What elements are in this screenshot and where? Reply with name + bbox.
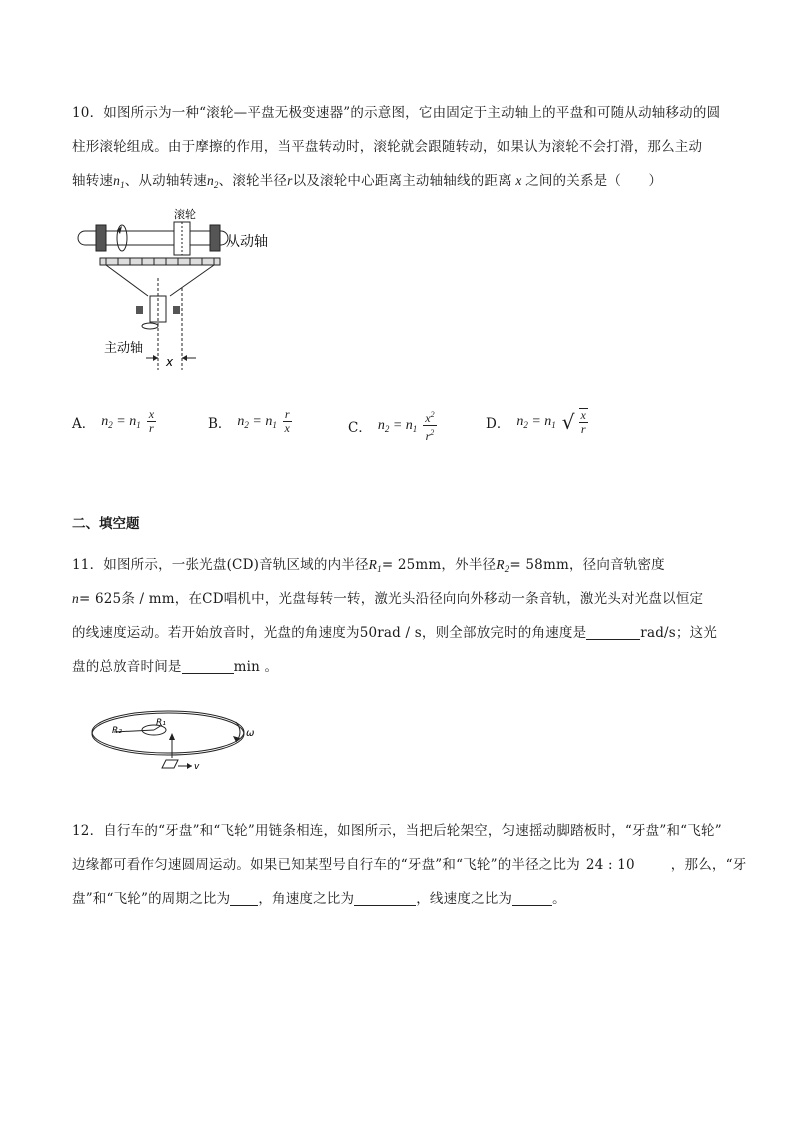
frac-a: $\frac{x}{r}$ <box>148 407 155 435</box>
q10-text: 、滚轮半径 <box>218 173 288 189</box>
q10-line-3 <box>72 172 662 194</box>
q11-cd-figure <box>86 700 266 780</box>
answer-blank-period-ratio[interactable] <box>230 891 258 906</box>
q11-value: = 25mm <box>381 557 442 573</box>
var-n: n <box>72 591 79 606</box>
q11-text: 盘的总放音时间是 <box>72 659 182 675</box>
frac-d: $\frac{x}{r}$ <box>580 408 586 436</box>
q11-line-3 <box>72 624 717 642</box>
fig-label-R1: R₁ <box>156 718 166 728</box>
fig-label-v: v <box>194 762 200 772</box>
option-d[interactable] <box>486 408 588 436</box>
q12-line-1: 12．自行车的“牙盘”和“飞轮”用链条相连，如图所示，当把后轮架空，匀速摇动脚踏板时，“牙盘”和“飞轮” <box>72 823 722 839</box>
q11-text: min 。 <box>233 659 279 675</box>
option-label-d: D． <box>486 416 511 432</box>
answer-blank-linear-ratio[interactable] <box>512 891 552 906</box>
q12-ratio: 24 : 10 <box>585 857 635 873</box>
q11-text: ，径向音轨密度 <box>568 557 665 573</box>
q10-line-2: 柱形滚轮组成。由于摩擦的作用，当平盘转动时，滚轮就会跟随转动，如果认为滚轮不会打滑，那么主动 <box>72 139 703 155</box>
formula-c: $n_2 = n_1$ <box>377 417 418 434</box>
q11-line-4 <box>72 658 278 676</box>
formula-a: $n_2 = n_1$ <box>101 413 141 430</box>
q11-text: ，在CD唱机中，光盘每转一转，激光头沿径向向外移动一条音轨，激光头对光盘以恒定 <box>174 591 704 607</box>
answer-blank-angular-ratio[interactable] <box>354 891 416 906</box>
var-R2: $R_2$ <box>496 557 510 574</box>
answer-blank-angular-velocity[interactable] <box>586 625 640 640</box>
frac-c: $\frac{x^2}{r^2}$ <box>425 410 435 443</box>
q10-text: 以及滚轮中心距离主动轴轴线的距离 <box>292 173 512 189</box>
q12-text: ，线速度之比为 <box>416 891 513 907</box>
frac-b: $\frac{r}{x}$ <box>284 407 290 435</box>
q10-text: 之间的关系是（ ） <box>525 173 663 189</box>
q12-line-2 <box>72 856 746 874</box>
q12-text: ，角速度之比为 <box>258 891 355 907</box>
option-a[interactable] <box>72 408 156 435</box>
q11-line-1 <box>72 556 665 578</box>
var-x: x <box>511 173 526 188</box>
q11-value: = 625条 / mm <box>78 591 175 607</box>
q10-text: 轴转速 <box>72 173 114 189</box>
var-n1: $n_1$ <box>113 173 125 190</box>
sqrt-symbol: √ <box>561 410 575 434</box>
option-label-c: C． <box>348 419 372 436</box>
q11-text: 的线速度运动。若开始放音时，光盘的角速度为 <box>72 625 360 641</box>
q10-text: 、从动轴转速 <box>124 173 207 189</box>
q10-line-1: 10．如图所示为一种“滚轮—平盘无极变速器”的示意图，它由固定于主动轴上的平盘和可随从动轴移动的圆 <box>72 105 721 121</box>
q11-text: ，则全部放完时的角速度是 <box>421 625 587 641</box>
fig-label-x: x <box>166 355 174 369</box>
answer-blank-play-time[interactable] <box>182 659 234 674</box>
q12-text: 。 <box>552 891 566 907</box>
var-R1: $R_1$ <box>368 557 382 574</box>
q11-value: = 58mm <box>509 557 569 573</box>
q12-text: 盘”和“飞轮”的周期之比为 <box>72 891 231 907</box>
fig-label-driven-shaft: 从动轴 <box>226 234 268 250</box>
fig-label-R2: R₂ <box>112 726 122 736</box>
q12-text: ，那么，“牙 <box>670 857 747 873</box>
q11-text: rad/s；这光 <box>640 625 718 641</box>
q11-value: 50rad / s <box>359 625 422 641</box>
formula-d: $n_2 = n_1$ <box>516 414 556 430</box>
q11-text: ，外半径 <box>441 557 497 573</box>
q10-figure <box>70 208 310 378</box>
q11-text: 11．如图所示，一张光盘(CD)音轨区域的内半径 <box>72 557 369 573</box>
option-c[interactable] <box>348 408 437 443</box>
section-title-fill-in: 二、填空题 <box>72 516 140 532</box>
var-r: r <box>287 173 293 188</box>
fig-label-driving-shaft: 主动轴 <box>104 341 144 356</box>
option-label-a: A． <box>72 415 96 432</box>
var-n2: $n_2$ <box>206 173 219 190</box>
q11-line-2 <box>72 590 703 608</box>
fig-label-roller: 滚轮 <box>174 208 196 221</box>
option-b[interactable] <box>208 408 292 435</box>
option-label-b: B． <box>208 415 232 432</box>
q12-text: 边缘都可看作匀速圆周运动。如果已知某型号自行车的“牙盘”和“飞轮”的半径之比为 <box>72 857 580 873</box>
formula-b: $n_2 = n_1$ <box>237 413 277 430</box>
fig-label-omega: ω <box>246 728 255 739</box>
q12-line-3 <box>72 890 566 908</box>
